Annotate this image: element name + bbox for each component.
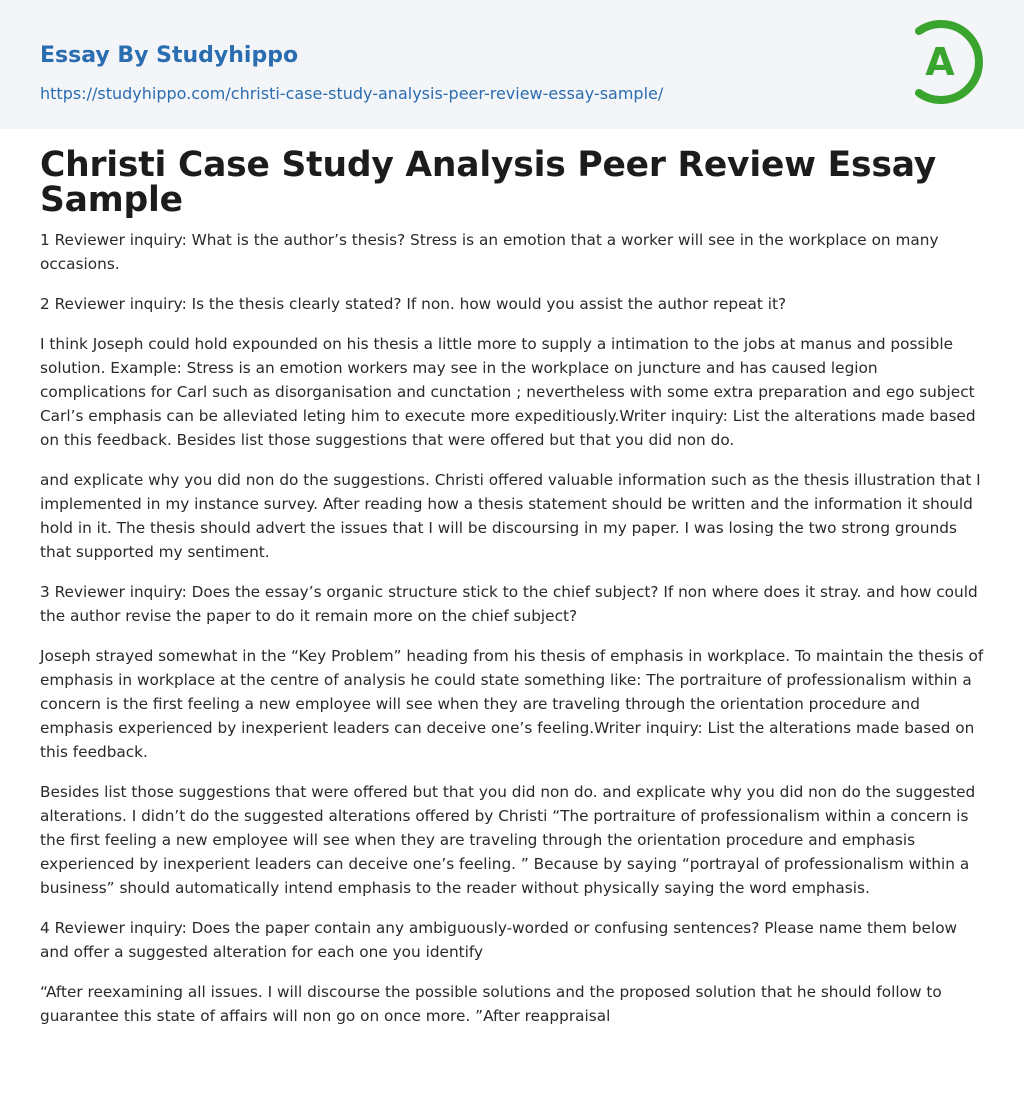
site-header <box>0 0 1024 129</box>
article <box>40 145 986 1044</box>
paragraph: 3 Reviewer inquiry: Does the essay’s organic structure stick to the chief subject? If non where does it stray. and how could the author revise the paper to do it remain more on the chief subject? <box>40 583 978 625</box>
logo-ring-icon <box>912 18 986 106</box>
paragraph: I think Joseph could hold expounded on his thesis a little more to supply a intimation to the jobs at manus and possible solution. Example: Stress is an emotion workers may see in the workplace on juncture and has caused legion complications for Carl such as disorganisation and cunctation ; nevertheless with some extra preparation and ego subject Carl’s emphasis can be alleviated leting him to execute more expeditiously.Writer inquiry: List the alterations made based on this feedback. Besides list those suggestions that were offered but that you did non do. <box>40 335 976 449</box>
logo-letter: A <box>925 40 955 84</box>
paragraph: “After reexamining all issues. I will discourse the possible solutions and the proposed solution that he should follow to guarantee this state of affairs will non go on once more. ”After reappraisal <box>40 983 942 1025</box>
article-title: Christi Case Study Analysis Peer Review Essay Sample <box>40 145 937 220</box>
source-url-link[interactable]: https://studyhippo.com/christi-case-study-analysis-peer-review-essay-sample/ <box>40 84 664 103</box>
paragraph: 4 Reviewer inquiry: Does the paper contain any ambiguously-worded or confusing sentences? Please name them below and offer a suggested alteration for each one you identify <box>40 919 958 961</box>
paragraph: and explicate why you did non do the suggestions. Christi offered valuable information such as the thesis illustration that I implemented in my instance survey. After reading how a thesis statement should be written and the information it should hold in it. The thesis should advert the issues that I will be discoursing in my paper. I was losing the two strong grounds that supported my sentiment. <box>40 471 981 561</box>
paragraph: 2 Reviewer inquiry: Is the thesis clearly stated? If non. how would you assist the author repeat it? <box>40 295 787 313</box>
studyhippo-logo[interactable] <box>912 18 986 106</box>
brand-title[interactable]: Essay By Studyhippo <box>40 43 299 68</box>
paragraph: Besides list those suggestions that were offered but that you did non do. and explicate why you did non do the suggested alterations. I didn’t do the suggested alterations offered by Christi “The portraiture of professionalism within a concern is the first feeling a new employee will see when they are traveling through the orientation procedure and emphasis experienced by inexperient leaders can deceive one’s feeling. ” Because by saying “portrayal of professionalism within a business” should automatically intend emphasis to the reader without physically saying the word emphasis. <box>40 783 976 897</box>
paragraph: 1 Reviewer inquiry: What is the author’s thesis? Stress is an emotion that a worker will see in the workplace on many occasions. <box>40 231 939 273</box>
paragraph: Joseph strayed somewhat in the “Key Problem” heading from his thesis of emphasis in workplace. To maintain the thesis of emphasis in workplace at the centre of analysis he could state something like: The portraiture of professionalism within a concern is the first feeling a new employee will see when they are traveling through the orientation procedure and emphasis experienced by inexperient leaders can deceive one’s feeling.Writer inquiry: List the alterations made based on this feedback. <box>40 647 984 761</box>
